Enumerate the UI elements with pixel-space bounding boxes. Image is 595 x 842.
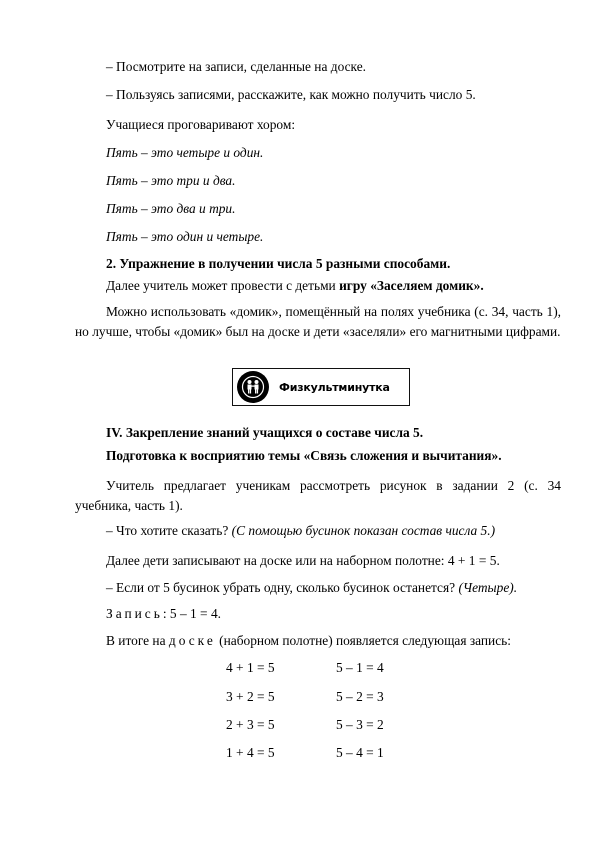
text-line: – Посмотрите на записи, сделанные на доске. bbox=[106, 59, 366, 74]
question-text: – Что хотите сказать? bbox=[106, 523, 232, 538]
record-line bbox=[106, 606, 221, 622]
equation-left: 4 + 1 = 5 bbox=[226, 660, 275, 675]
record-value: : 5 – 1 = 4. bbox=[162, 606, 221, 621]
italic-line: Пять – это четыре и один. bbox=[106, 145, 264, 160]
paragraph-text: Далее учитель может провести с детьми bbox=[106, 278, 340, 293]
equation-left: 2 + 3 = 5 bbox=[226, 717, 275, 732]
equation-left: 3 + 2 = 5 bbox=[226, 689, 275, 704]
text-line bbox=[106, 633, 511, 649]
paragraph: Можно использовать «домик», помещённый на полях учебника (с. 34, часть 1), но лучше, чтобы «домик» был на доске и дети «заселяли» его магнитными цифрами. bbox=[75, 304, 561, 339]
banner-label: Физкультминутка bbox=[279, 380, 390, 394]
text-part: В итоге на bbox=[106, 633, 169, 648]
answer-text: (С помощью бусинок показан состав числа 5.) bbox=[231, 523, 496, 538]
question-line bbox=[106, 580, 517, 596]
equation-right: 5 – 4 = 1 bbox=[336, 745, 384, 760]
section-heading: IV. Закрепление знаний учащихся о составе числа 5. bbox=[106, 425, 424, 440]
text-line: Учащиеся проговаривают хором: bbox=[106, 117, 296, 132]
italic-line: Пять – это один и четыре. bbox=[106, 229, 264, 244]
text-line: Далее дети записывают на доске или на наборном полотне: 4 + 1 = 5. bbox=[106, 553, 500, 568]
spaced-word: доске bbox=[168, 633, 216, 648]
children-icon bbox=[237, 371, 269, 403]
equation-right: 5 – 1 = 4 bbox=[336, 660, 384, 675]
text-line: – Пользуясь записями, расскажите, как можно получить число 5. bbox=[106, 87, 476, 102]
answer-text: (Четыре). bbox=[458, 580, 518, 595]
section-heading: 2. Упражнение в получении числа 5 разными способами. bbox=[106, 256, 451, 271]
question-line bbox=[106, 523, 495, 539]
italic-line: Пять – это два и три. bbox=[106, 201, 236, 216]
record-label: Запись bbox=[106, 606, 163, 621]
equation-left: 1 + 4 = 5 bbox=[226, 745, 275, 760]
text-part: (наборном полотне) появляется следующая запись: bbox=[215, 633, 511, 648]
paragraph: Учитель предлагает ученикам рассмотреть рисунок в задании 2 (с. 34 учебника, часть 1). bbox=[75, 478, 561, 513]
equation-right: 5 – 2 = 3 bbox=[336, 689, 384, 704]
game-title: игру «Заселяем домик». bbox=[339, 278, 484, 293]
banner-physical-break bbox=[232, 368, 410, 406]
section-subheading: Подготовка к восприятию темы «Связь сложения и вычитания». bbox=[106, 448, 502, 463]
italic-line: Пять – это три и два. bbox=[106, 173, 236, 188]
question-text: – Если от 5 бусинок убрать одну, сколько бусинок останется? bbox=[106, 580, 459, 595]
paragraph bbox=[106, 278, 484, 294]
equation-right: 5 – 3 = 2 bbox=[336, 717, 384, 732]
